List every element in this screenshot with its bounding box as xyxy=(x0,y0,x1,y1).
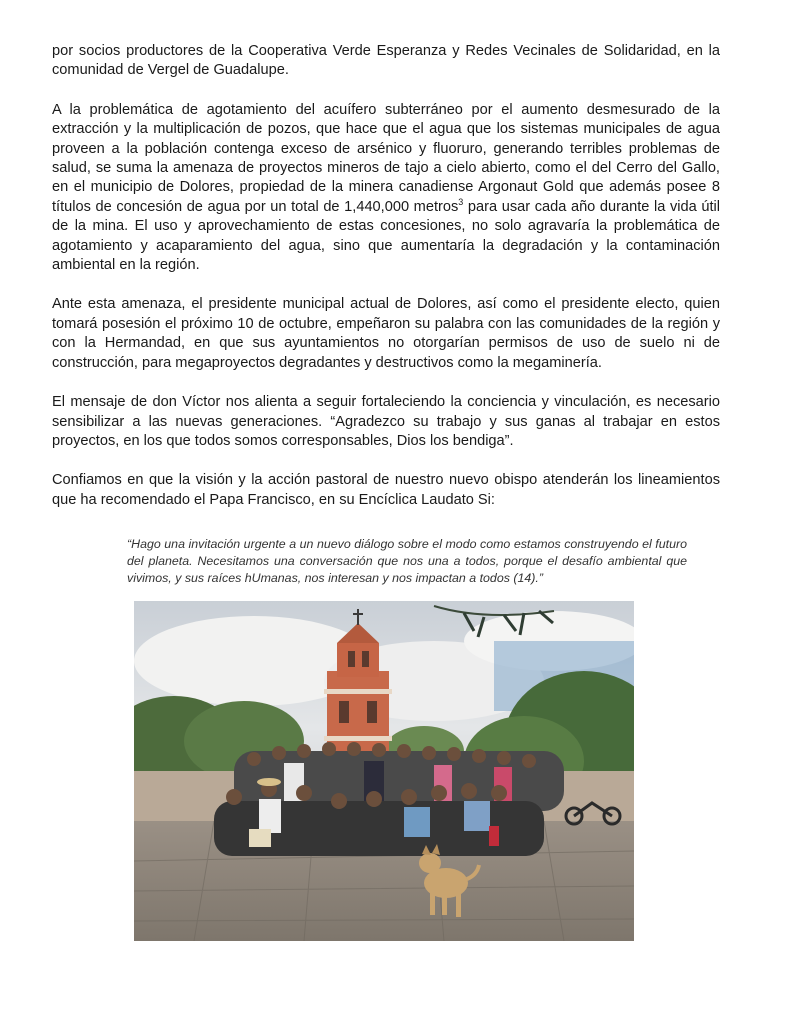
tower-band xyxy=(324,736,392,741)
tower-band xyxy=(324,689,392,694)
laudato-si-quote: “Hago una invitación urgente a un nuevo diálogo sobre el modo como estamos construyendo el futuro del planeta. Necesitamos una conversación que nos una a todos, porque el desafío ambiental que vivimos, y sus raíces hUmanas, nos interesan y nos impactan a todos (14).” xyxy=(127,537,687,585)
paragraph-3: Ante esta amenaza, el presidente municipal actual de Dolores, así como el presidente electo, quien tomará posesión el próximo 10 de octubre, empeñaron su palabra con las comunidades de la región y con la Hermandad, en que sus ayuntamientos no otorgarían permisos de uso de suelo ni de construcción, para megaproyectos degradantes y destructivos como la megaminería. xyxy=(52,296,720,371)
paragraph-4: El mensaje de don Víctor nos alienta a seguir fortaleciendo la conciencia y vinculación, es necesario sensibilizar a las nuevas generaciones. “Agradezco su trabajo y sus ganas al trabajar en estos proyectos, en los que todos somos corresponsables, Dios los bendiga”. xyxy=(52,394,720,449)
paragraph-2 xyxy=(52,101,720,276)
tower-window xyxy=(362,651,369,667)
paragraph-5: Confiamos en que la visión y la acción pastoral de nuestro nuevo obispo atenderán los lineamientos que ha recomendado el Papa Francisco, en su Encíclica Laudato Si: xyxy=(52,472,720,508)
paragraph-1: por socios productores de la Cooperativa Verde Esperanza y Redes Vecinales de Solidaridad, en la comunidad de Vergel de Guadalupe. xyxy=(52,43,720,79)
tower-window xyxy=(339,701,349,723)
group-of-people xyxy=(234,742,564,811)
group-photo xyxy=(134,601,634,941)
paragraph-2-part-1: A la problemática de agotamiento del acuífero subterráneo por el aumento desmesurado de la extracción y la multiplicación de pozos, que hace que el agua que los sistemas municipales de agua proveen a la población contenga exceso de arsénico y fluoruro, generando terribles problemas de salud, se suma la amenaza de proyectos mineros de tajo a cielo abierto, como el del Cerro del Gallo, en el municipio de Dolores, propiedad de la minera canadiense Argonaut Gold que además posee 8 títulos de concesión de agua por un total de 1,440,000 metros xyxy=(52,101,720,215)
paragraph-2-part-2: para usar cada año durante la vida útil de la mina. El uso y aprovechamiento de estas concesiones, no solo agravaría la problemática de agotamiento y acaparamiento del agua, sino que aumentaría la degradación y la contaminación ambiental en la región. xyxy=(52,198,720,274)
superscript-3: 3 xyxy=(458,196,464,207)
church-tower-top xyxy=(337,643,379,677)
tower-window xyxy=(367,701,377,723)
group-photo-illustration xyxy=(134,601,634,941)
body-text xyxy=(52,42,720,530)
tower-window xyxy=(348,651,355,667)
